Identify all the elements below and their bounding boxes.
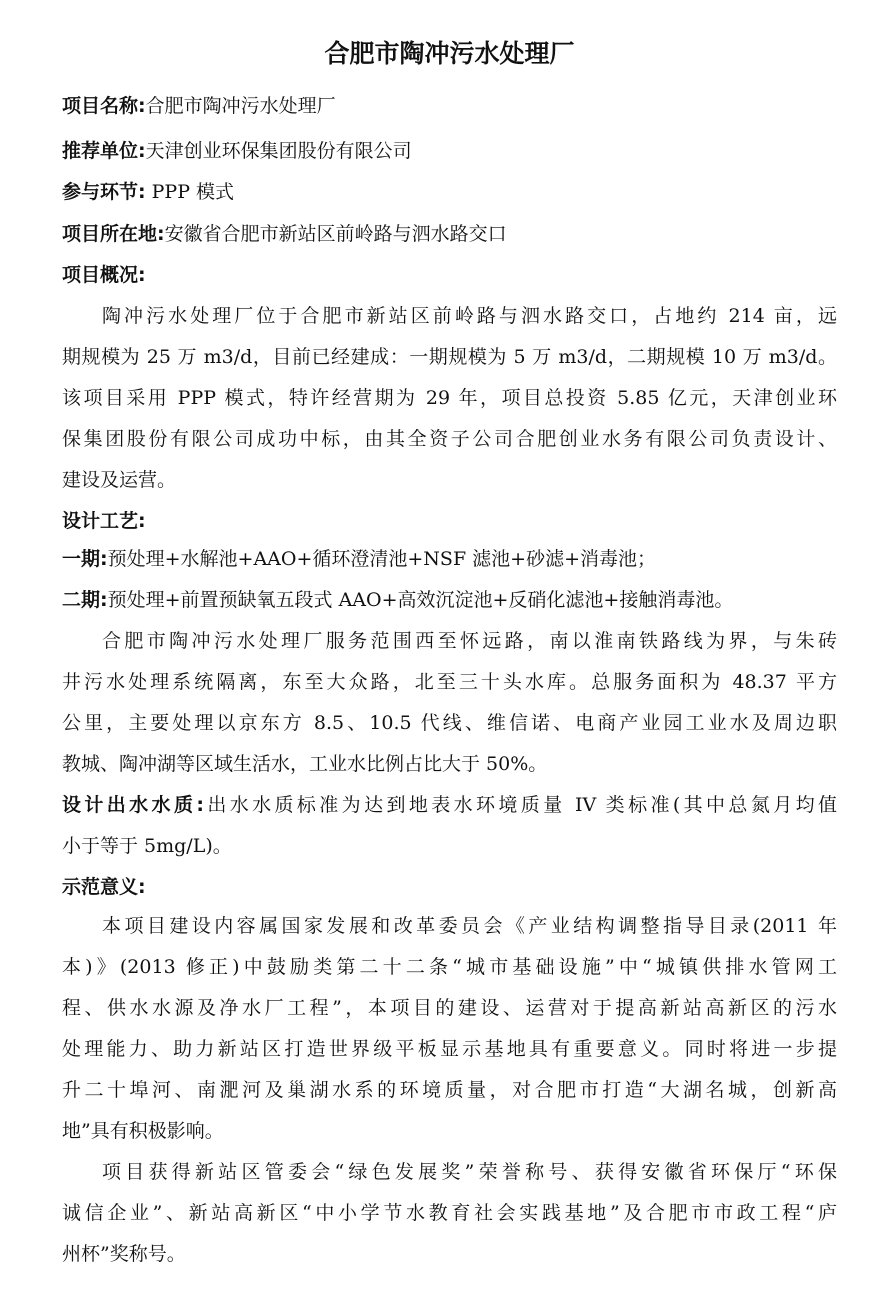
- service-line: 井污水处理系统隔离，东至大众路，北至三十头水库。总服务面积为 48.37 平方: [62, 671, 837, 693]
- water-quality-line: 小于等于 5mg/L)。: [62, 835, 232, 857]
- phase-value: 预处理+前置预缺氧五段式 AAO+高效沉淀池+反硝化滤池+接触消毒池。: [107, 589, 734, 611]
- water-quality-line: [62, 785, 837, 825]
- water-quality-label: 设计出水水质:: [62, 794, 204, 816]
- field-value: 合肥市陶冲污水处理厂: [145, 95, 336, 117]
- significance-line: 地”具有积极影响。: [62, 1120, 224, 1142]
- water-quality-value: 出水水质标准为达到地表水环境质量 IV 类标准(其中总氮月均值: [203, 794, 837, 816]
- overview-line: 期规模为 25 万 m3/d，目前已经建成：一期规模为 5 万 m3/d，二期规模 10 万 m3/d。: [62, 346, 837, 368]
- field-value: PPP 模式: [145, 181, 235, 203]
- field-value: 天津创业环保集团股份有限公司: [145, 140, 412, 162]
- significance-line: 本项目建设内容属国家发展和改革委员会《产业结构调整指导目录(2011 年: [102, 915, 837, 937]
- phase-label: 二期:: [62, 589, 108, 611]
- significance-line: 程、供水水源及净水厂工程”，本项目的建设、运营对于提高新站高新区的污水: [62, 997, 837, 1019]
- award-line: 州杯”奖称号。: [62, 1243, 186, 1265]
- field-label: 参与环节:: [62, 181, 146, 203]
- section-heading-significance: 示范意义:: [62, 876, 146, 898]
- significance-line: 本)》(2013 修正)中鼓励类第二十二条“城市基础设施”中“城镇供排水管网工: [62, 956, 837, 978]
- overview-line: 建设及运营。: [62, 469, 177, 491]
- overview-line: 陶冲污水处理厂位于合肥市新站区前岭路与泗水路交口，占地约 214 亩，远: [102, 305, 837, 327]
- service-line: 合肥市陶冲污水处理厂服务范围西至怀远路，南以淮南铁路线为界，与朱砖: [102, 630, 837, 652]
- process-phase-2: [62, 580, 837, 620]
- award-line: 诚信企业”、新站高新区“中小学节水教育社会实践基地”及合肥市市政工程“庐: [62, 1202, 837, 1224]
- field-label: 项目所在地:: [62, 223, 165, 245]
- service-line: 公里，主要处理以京东方 8.5、10.5 代线、维信诺、电商产业园工业水及周边职: [62, 712, 837, 734]
- significance-line: 升二十埠河、南淝河及巢湖水系的环境质量，对合肥市打造“大湖名城，创新高: [62, 1079, 837, 1101]
- overview-line: 保集团股份有限公司成功中标，由其全资子公司合肥创业水务有限公司负责设计、: [62, 428, 837, 450]
- field-project-name: [62, 86, 837, 126]
- field-value: 安徽省合肥市新站区前岭路与泗水路交口: [164, 223, 507, 245]
- document-title: 合肥市陶冲污水处理厂: [324, 39, 575, 68]
- section-heading-process: 设计工艺:: [62, 510, 146, 532]
- field-label: 推荐单位:: [62, 140, 146, 162]
- award-line: 项目获得新站区管委会“绿色发展奖”荣誉称号、获得安徽省环保厅“环保: [102, 1161, 837, 1183]
- field-stage: [62, 172, 837, 212]
- phase-label: 一期:: [62, 548, 108, 570]
- service-line: 教城、陶冲湖等区域生活水，工业水比例占比大于 50%。: [62, 753, 548, 775]
- phase-value: 预处理+水解池+AAO+循环澄清池+NSF 滤池+砂滤+消毒池；: [107, 548, 657, 570]
- field-recommender: [62, 131, 837, 171]
- field-label: 项目名称:: [62, 95, 146, 117]
- field-location: [62, 214, 837, 254]
- overview-line: 该项目采用 PPP 模式，特许经营期为 29 年，项目总投资 5.85 亿元，天津创业环: [62, 387, 837, 409]
- significance-line: 处理能力、助力新站区打造世界级平板显示基地具有重要意义。同时将进一步提: [62, 1038, 837, 1060]
- section-heading-overview: 项目概况:: [62, 264, 146, 286]
- process-phase-1: [62, 539, 837, 579]
